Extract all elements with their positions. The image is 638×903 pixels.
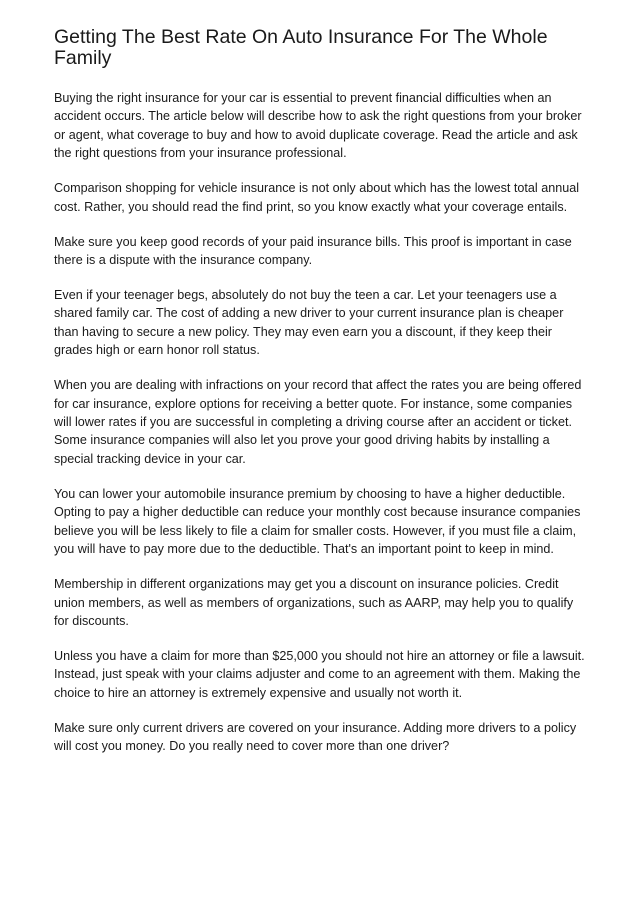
paragraph: Even if your teenager begs, absolutely do not buy the teen a car. Let your teenagers use a shared family car. The cost of adding a new driver to your current insurance plan is cheaper than having to secure a new policy. They may even earn you a discount, if they keep their grades high or earn honor roll status. [54, 288, 564, 358]
paragraph: Membership in different organizations may get you a discount on insurance policies. Credit union members, as well as members of organizations, such as AARP, may help you to qualify for discounts. [54, 577, 574, 628]
paragraph: You can lower your automobile insurance premium by choosing to have a higher deductible. Opting to pay a higher deductible can reduce your monthly cost because insurance companies believe you will be less likely to file a claim for smaller costs. However, if you must file a claim, you will have to pay more due to the deductible. That's an important point to keep in mind. [54, 486, 581, 557]
paragraph: When you are dealing with infractions on your record that affect the rates you are being offered for car insurance, explore options for receiving a better quote. For instance, some companies will lower rates if you are successful in completing a driving course after an accident or ticket. Some insurance companies will also let you prove your good driving habits by installing a special tracking device in your car. [54, 378, 582, 466]
paragraph: Make sure you keep good records of your paid insurance bills. This proof is important in case there is a dispute with the insurance company. [54, 234, 572, 268]
paragraph: Make sure only current drivers are covered on your insurance. Adding more drivers to a policy will cost you money. Do you really need to cover more than one driver? [54, 720, 577, 754]
paragraph: Unless you have a claim for more than $25,000 you should not hire an attorney or file a lawsuit. Instead, just speak with your claims adjuster and come to an agreement with them. Making the choice to hire an attorney is extremely expensive and usually not worth it. [54, 648, 585, 700]
paragraph: Comparison shopping for vehicle insurance is not only about which has the lowest total annual cost. Rather, you should read the find print, so you know exactly what your coverage entails. [54, 181, 580, 214]
document-page [54, 27, 588, 772]
page-title: Getting The Best Rate On Auto Insurance For The Whole Family [54, 26, 548, 69]
paragraph: Buying the right insurance for your car is essential to prevent financial difficulties when an accident occurs. The article below will describe how to ask the right questions from your broker or agent, what coverage to buy and how to avoid duplicate coverage. Read the article and ask the right questions from your insurance professional. [54, 91, 582, 161]
